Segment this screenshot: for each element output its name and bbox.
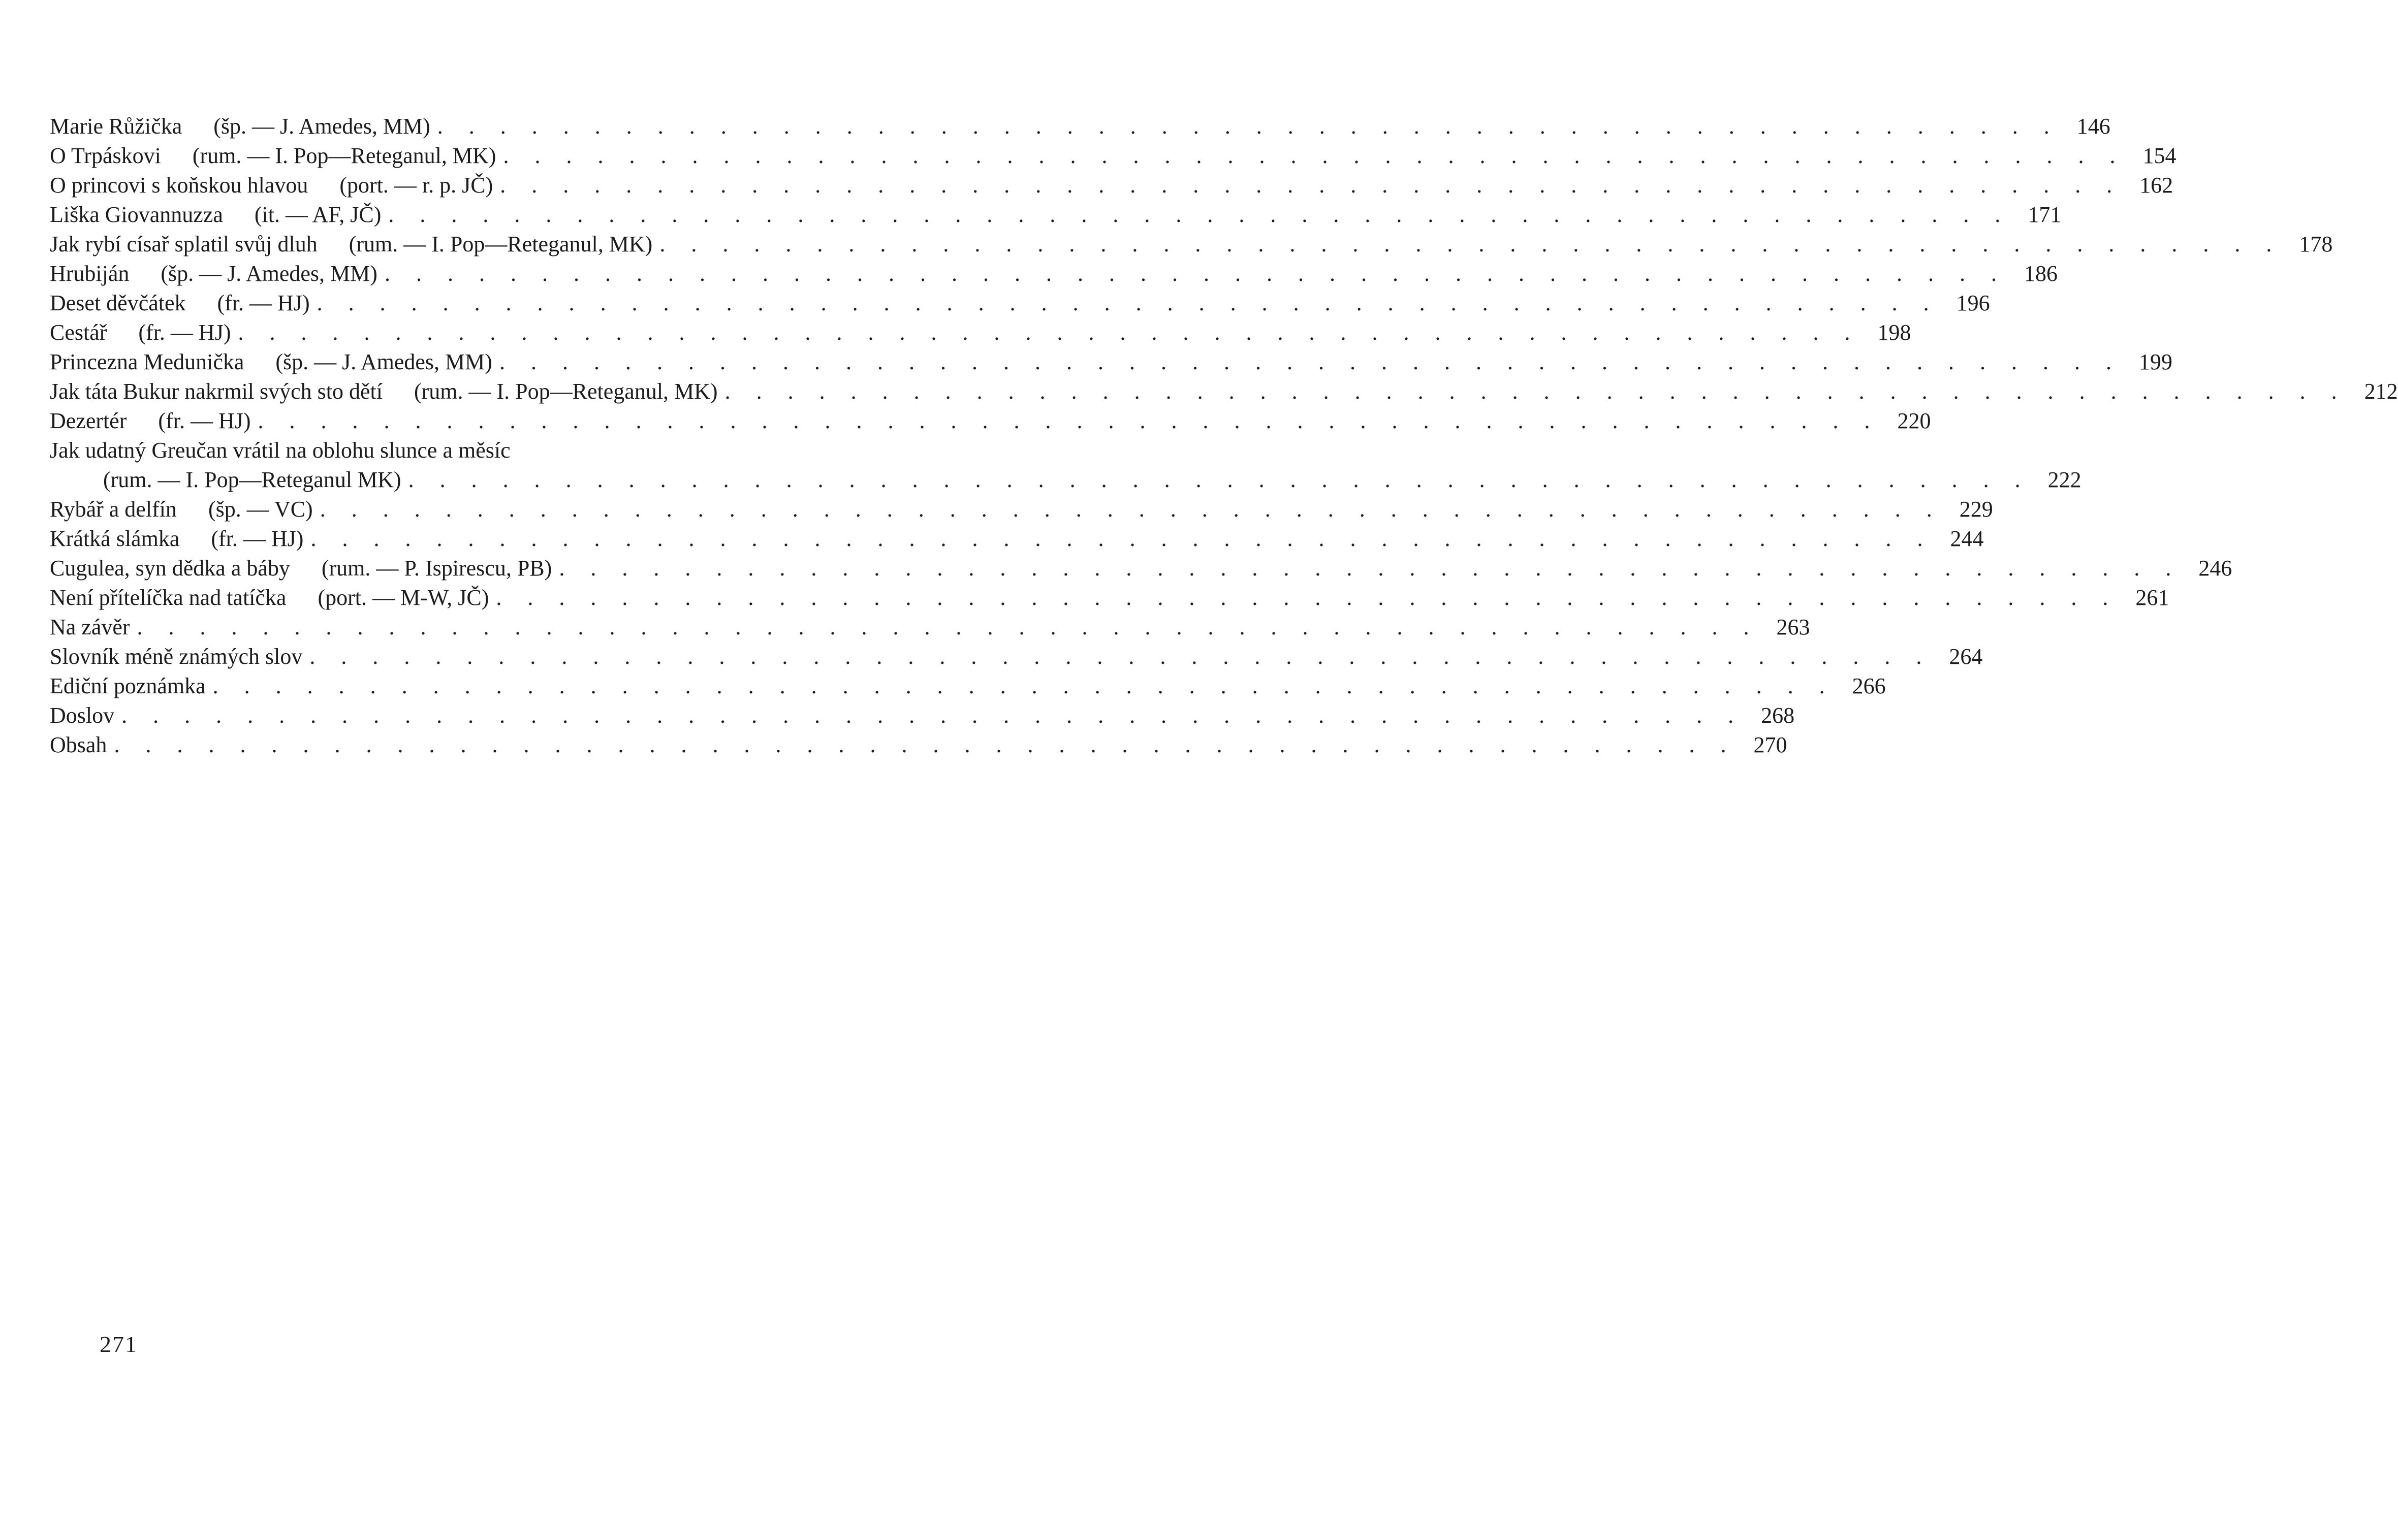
entry-page-number: 222 <box>2047 467 2081 492</box>
dot-leader: . . . . . . . . . . . . . . . . . . . . . . . . . . . . . . . . . . . . . . . . . . . . . . . . . . . . <box>309 644 1932 669</box>
entry-title: Doslov <box>50 703 115 728</box>
toc-entry <box>50 200 2062 230</box>
entry-source: (šp. — J. Amedes, MM) <box>275 349 492 374</box>
toc-entry <box>50 524 1984 554</box>
entry-title: Slovník méně známých slov <box>50 644 303 669</box>
dot-leader: . . . . . . . . . . . . . . . . . . . . . . . . . . . . . . . . . . . . . . . . . . . . . . . . . . . . <box>559 556 2182 581</box>
entry-title: Rybář a delfín <box>50 497 177 522</box>
dot-leader: . . . . . . . . . . . . . . . . . . . . . . . . . . . . . . . . . . . . . . . . . . . . . . . . . . . . <box>384 261 2007 286</box>
entry-page-number: 268 <box>1761 703 1795 728</box>
toc-entry-continuation <box>50 465 2081 495</box>
entry-page-number: 212 <box>2364 379 2398 404</box>
dot-leader: . . . . . . . . . . . . . . . . . . . . . . . . . . . . . . . . . . . . . . . . . . . . . . . . . . . . <box>408 467 2031 492</box>
dot-leader: . . . . . . . . . . . . . . . . . . . . . . . . . . . . . . . . . . . . . . . . . . . . . . . . . . . . <box>320 497 1942 522</box>
toc-entry <box>50 141 2176 171</box>
entry-title: Hrubiján <box>50 261 130 286</box>
toc-entry <box>50 377 2398 406</box>
entry-page-number: 162 <box>2139 173 2173 198</box>
entry-page-number: 264 <box>1949 644 1983 669</box>
entry-title: Jak táta Bukur nakrmil svých sto dětí <box>50 379 383 404</box>
entry-page-number: 270 <box>1753 732 1787 757</box>
entry-page-number: 171 <box>2028 202 2062 227</box>
entry-page-number: 244 <box>1950 526 1984 551</box>
entry-title: Jak udatný Greučan vrátil na oblohu slunce a měsíc <box>50 438 511 463</box>
entry-page-number: 229 <box>1959 497 1993 522</box>
toc-entry <box>50 318 1911 347</box>
entry-source: (rum. — P. Ispirescu, PB) <box>321 556 552 581</box>
entry-source: (port. — M-W, JČ) <box>318 585 489 610</box>
toc-entry <box>50 671 1886 701</box>
entry-source: (port. — r. p. JČ) <box>339 173 493 198</box>
entry-page-number: 261 <box>2135 585 2169 610</box>
entry-page-number: 246 <box>2198 556 2232 581</box>
entry-title: Liška Giovannuzza <box>50 202 223 227</box>
dot-leader: . . . . . . . . . . . . . . . . . . . . . . . . . . . . . . . . . . . . . . . . . . . . . . . . . . . . <box>724 379 2347 404</box>
entry-source: (šp. — J. Amedes, MM) <box>213 114 430 139</box>
entry-title: Deset děvčátek <box>50 291 186 315</box>
toc-entry <box>50 230 2333 259</box>
toc-entry <box>50 613 1810 642</box>
entry-source: (fr. — HJ) <box>217 291 310 315</box>
entry-page-number: 146 <box>2076 114 2110 139</box>
entry-source: (rum. — I. Pop—Reteganul MK) <box>103 467 401 492</box>
entry-title: Marie Růžička <box>50 114 182 139</box>
dot-leader: . . . . . . . . . . . . . . . . . . . . . . . . . . . . . . . . . . . . . . . . . . . . . . . . . . . . <box>137 615 1759 639</box>
page-number: 271 <box>100 1331 138 1357</box>
entry-source: (fr. — HJ) <box>158 408 251 433</box>
entry-source: (rum. — I. Pop—Reteganul, MK) <box>192 143 496 168</box>
dot-leader: . . . . . . . . . . . . . . . . . . . . . . . . . . . . . . . . . . . . . . . . . . . . . . . . . . . . <box>258 408 1880 433</box>
entry-page-number: 199 <box>2138 349 2172 374</box>
entry-page-number: 220 <box>1897 408 1931 433</box>
entry-title: Dezertér <box>50 408 127 433</box>
entry-title: Princezna Medunička <box>50 349 244 374</box>
entry-title: Jak rybí císař splatil svůj dluh <box>50 232 318 256</box>
entry-title: Obsah <box>50 732 107 757</box>
toc-entry <box>50 347 2172 377</box>
dot-leader: . . . . . . . . . . . . . . . . . . . . . . . . . . . . . . . . . . . . . . . . . . . . . . . . . . . . <box>437 114 2060 139</box>
entry-source: (šp. — VC) <box>208 497 313 522</box>
toc-entry <box>50 171 2173 200</box>
entry-source: (it. — AF, JČ) <box>254 202 382 227</box>
entry-page-number: 266 <box>1852 673 1886 698</box>
entry-title: Ediční poznámka <box>50 673 206 698</box>
toc-entry <box>50 495 1993 524</box>
entry-title: Krátká slámka <box>50 526 180 551</box>
dot-leader: . . . . . . . . . . . . . . . . . . . . . . . . . . . . . . . . . . . . . . . . . . . . . . . . . . . . <box>121 703 1744 728</box>
toc-entry <box>50 583 2169 613</box>
dot-leader: . . . . . . . . . . . . . . . . . . . . . . . . . . . . . . . . . . . . . . . . . . . . . . . . . . . . <box>317 291 1939 315</box>
entry-page-number: 263 <box>1776 615 1810 639</box>
dot-leader: . . . . . . . . . . . . . . . . . . . . . . . . . . . . . . . . . . . . . . . . . . . . . . . . . . . . <box>659 232 2282 256</box>
dot-leader: . . . . . . . . . . . . . . . . . . . . . . . . . . . . . . . . . . . . . . . . . . . . . . . . . . . . <box>212 673 1835 698</box>
entry-source: (rum. — I. Pop—Reteganul, MK) <box>349 232 653 256</box>
dot-leader: . . . . . . . . . . . . . . . . . . . . . . . . . . . . . . . . . . . . . . . . . . . . . . . . . . . . <box>499 349 2122 374</box>
table-of-contents <box>50 112 2398 760</box>
toc-entry <box>50 554 2232 583</box>
toc-entry <box>50 112 2110 141</box>
toc-entry <box>50 288 1990 318</box>
entry-source: (fr. — HJ) <box>138 320 231 345</box>
entry-source: (fr. — HJ) <box>211 526 304 551</box>
toc-entry <box>50 259 2058 288</box>
toc-entry <box>50 436 974 465</box>
entry-source: (šp. — J. Amedes, MM) <box>161 261 377 286</box>
entry-title: O princovi s koňskou hlavou <box>50 173 308 198</box>
entry-title: Cestář <box>50 320 107 345</box>
entry-page-number: 186 <box>2024 261 2058 286</box>
entry-page-number: 196 <box>1956 291 1990 315</box>
dot-leader: . . . . . . . . . . . . . . . . . . . . . . . . . . . . . . . . . . . . . . . . . . . . . . . . . . . . <box>238 320 1860 345</box>
entry-page-number: 154 <box>2142 143 2176 168</box>
dot-leader: . . . . . . . . . . . . . . . . . . . . . . . . . . . . . . . . . . . . . . . . . . . . . . . . . . . . <box>310 526 1933 551</box>
dot-leader: . . . . . . . . . . . . . . . . . . . . . . . . . . . . . . . . . . . . . . . . . . . . . . . . . . . . <box>503 143 2126 168</box>
toc-entry <box>50 701 1795 730</box>
entry-title: Na závěr <box>50 615 130 639</box>
entry-page-number: 198 <box>1877 320 1911 345</box>
dot-leader: . . . . . . . . . . . . . . . . . . . . . . . . . . . . . . . . . . . . . . . . . . . . . . . . . . . . <box>500 173 2123 198</box>
entry-title: O Trpáskovi <box>50 143 161 168</box>
dot-leader: . . . . . . . . . . . . . . . . . . . . . . . . . . . . . . . . . . . . . . . . . . . . . . . . . . . . <box>114 732 1737 757</box>
toc-entry <box>50 642 1983 671</box>
entry-source: (rum. — I. Pop—Reteganul, MK) <box>414 379 718 404</box>
entry-title: Cugulea, syn dědka a báby <box>50 556 290 581</box>
entry-title: Není přítelíčka nad tatíčka <box>50 585 287 610</box>
entry-page-number: 178 <box>2299 232 2333 256</box>
toc-entry <box>50 406 1931 436</box>
dot-leader: . . . . . . . . . . . . . . . . . . . . . . . . . . . . . . . . . . . . . . . . . . . . . . . . . . . . <box>496 585 2119 610</box>
toc-entry <box>50 730 1787 760</box>
dot-leader: . . . . . . . . . . . . . . . . . . . . . . . . . . . . . . . . . . . . . . . . . . . . . . . . . . . . <box>388 202 2011 227</box>
